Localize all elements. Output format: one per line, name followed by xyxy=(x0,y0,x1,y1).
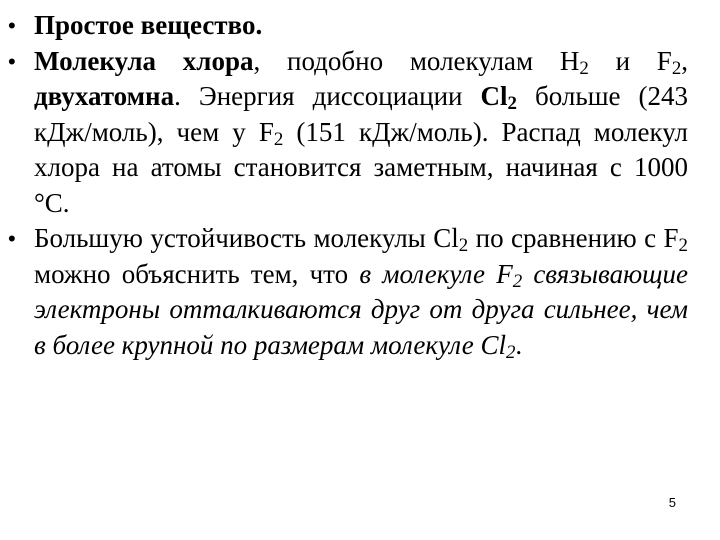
text-fragment: . Энергия диссоциации xyxy=(174,81,481,111)
subscript: 2 xyxy=(507,93,517,115)
bullet-icon: • xyxy=(8,48,16,74)
bullet-icon: • xyxy=(8,226,16,251)
bullet-icon: • xyxy=(8,13,16,38)
diatomic-term: двухатомна xyxy=(34,81,175,111)
subscript: 2 xyxy=(458,235,469,257)
subscript: 2 xyxy=(273,128,284,150)
text-fragment: Большую устойчивость молекулы Cl xyxy=(34,223,459,253)
bullet-list xyxy=(8,8,688,363)
bullet-item-stability xyxy=(8,221,688,363)
text-fragment: связывающие электроны отталкиваются друг от друга сильнее, чем в более крупной по размерам молекуле Cl xyxy=(34,258,688,360)
subscript: 2 xyxy=(671,57,682,79)
bullet-item-simple-substance xyxy=(8,8,688,44)
text-fragment: в молекуле F xyxy=(359,258,513,289)
subscript: 2 xyxy=(512,270,523,292)
text-fragment: и F xyxy=(588,45,672,76)
subscript: 2 xyxy=(678,235,688,257)
text-fragment: (151 кДж/моль). Распад молекул хлора на атомы становится заметным, начиная с 1000 °С. xyxy=(34,116,688,218)
subscript: 2 xyxy=(505,341,516,363)
text-fragment: . xyxy=(515,329,523,360)
text-fragment: больше (243 кДж/моль), чем у F xyxy=(34,81,688,147)
formula-symbol: Cl xyxy=(480,81,508,111)
cl2-formula xyxy=(480,81,517,115)
bullet-item-chlorine-molecule xyxy=(8,44,688,222)
text-fragment: можно объяснить тем, что xyxy=(34,258,360,289)
subscript: 2 xyxy=(579,57,589,79)
text-fragment: по сравнению с F xyxy=(468,223,679,253)
chlorine-molecule-term: Молекула хлора xyxy=(34,45,254,76)
text-fragment: , подобно молекулам H xyxy=(253,45,580,76)
text-fragment: , xyxy=(681,45,689,76)
bullet-heading: Простое вещество. xyxy=(34,10,263,40)
page-number: 5 xyxy=(668,495,676,510)
